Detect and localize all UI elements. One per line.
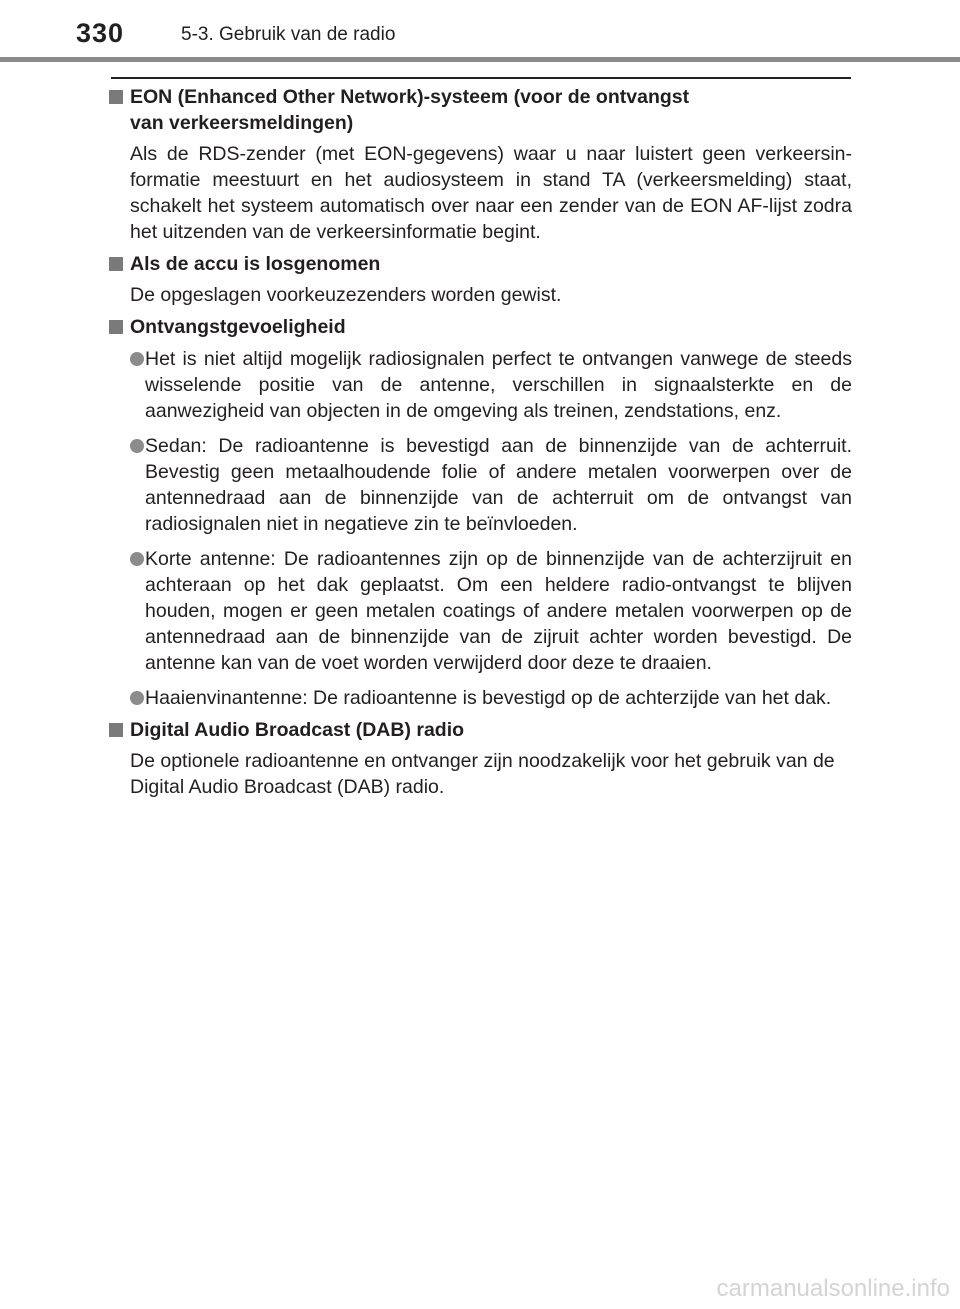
circle-bullet-icon — [130, 691, 144, 705]
list-item — [130, 433, 852, 537]
heading-text: Ontvangstgevoeligheid — [130, 316, 346, 338]
circle-bullet-icon — [130, 352, 144, 366]
circle-bullet-icon — [130, 439, 144, 453]
page-number: 330 — [76, 18, 125, 48]
square-bullet-icon — [109, 723, 123, 737]
section-text: De opgeslagen voorkeuzezenders worden gewist. — [130, 284, 562, 306]
section-heading — [109, 314, 852, 340]
list-item-text: Het is niet altijd mogelijk radiosignalen perfect te ontvangen vanwege de steeds wisselende positie van de antenne, verschillen in signaalsterkte en de aanwezigheid van objecten in de omgeving als treinen, zendstations, enz. — [145, 348, 852, 422]
watermark: carmanualsonline.info — [716, 1275, 950, 1302]
list-item-text: Sedan: De radioantenne is bevestigd aan de binnenzijde van de achterruit. Bevestig geen metaalhoudende folie of andere metalen voorwerpen over de antennedraad aan de binnenzijde van de achterruit om de ontvangst van radiosignalen niet in negatieve zin te beïnvloeden. — [145, 435, 852, 535]
square-bullet-icon — [109, 90, 123, 104]
section-heading — [109, 717, 852, 743]
square-bullet-icon — [109, 257, 123, 271]
chapter-title: 5-3. Gebruik van de radio — [181, 24, 396, 45]
header-divider — [0, 57, 960, 62]
heading-line-1: EON (Enhanced Other Network)-systeem (voor de ontvangst — [130, 86, 690, 108]
list-item — [130, 685, 852, 711]
heading-text: Als de accu is losgenomen — [130, 253, 381, 275]
page-content — [109, 84, 852, 806]
section-heading — [109, 251, 852, 277]
section-heading — [109, 84, 852, 136]
section-accu — [109, 251, 852, 308]
content-divider — [111, 77, 851, 79]
list-item — [130, 546, 852, 676]
section-eon — [109, 84, 852, 245]
list-item-text: Haaienvinantenne: De radioantenne is bevestigd op de achterzijde van het dak. — [145, 687, 832, 709]
square-bullet-icon — [109, 320, 123, 334]
heading-line-2: van verkeersmeldingen) — [130, 112, 354, 134]
list-item — [130, 346, 852, 424]
page-header — [0, 0, 960, 60]
section-ontvangst — [109, 314, 852, 711]
circle-bullet-icon — [130, 552, 144, 566]
section-text: Als de RDS-zender (met EON-gegevens) waar u naar luistert geen verkeersinformatie meestuurt en het audiosysteem in stand TA (verkeersmelding) staat, schakelt het systeem automatisch over naar een zender van de EON AF-lijst zodra het uitzenden van de verkeersinformatie begint. — [130, 143, 852, 243]
heading-text: Digital Audio Broadcast (DAB) radio — [130, 719, 465, 741]
list-item-text: Korte antenne: De radioantennes zijn op de binnenzijde van de achterzijruit en achteraan op het dak geplaatst. Om een heldere radio-ontvangst te blijven houden, mogen er geen metalen coatings of andere metalen voorwerpen op de antennedraad aan de binnenzijde van de zijruit achter worden bevestigd. De antenne kan van de voet worden verwijderd door deze te draaien. — [145, 548, 852, 674]
section-text: De optionele radioantenne en ontvanger zijn noodzakelijk voor het gebruik van de Digital Audio Broadcast (DAB) radio. — [130, 750, 835, 798]
section-dab — [109, 717, 852, 800]
